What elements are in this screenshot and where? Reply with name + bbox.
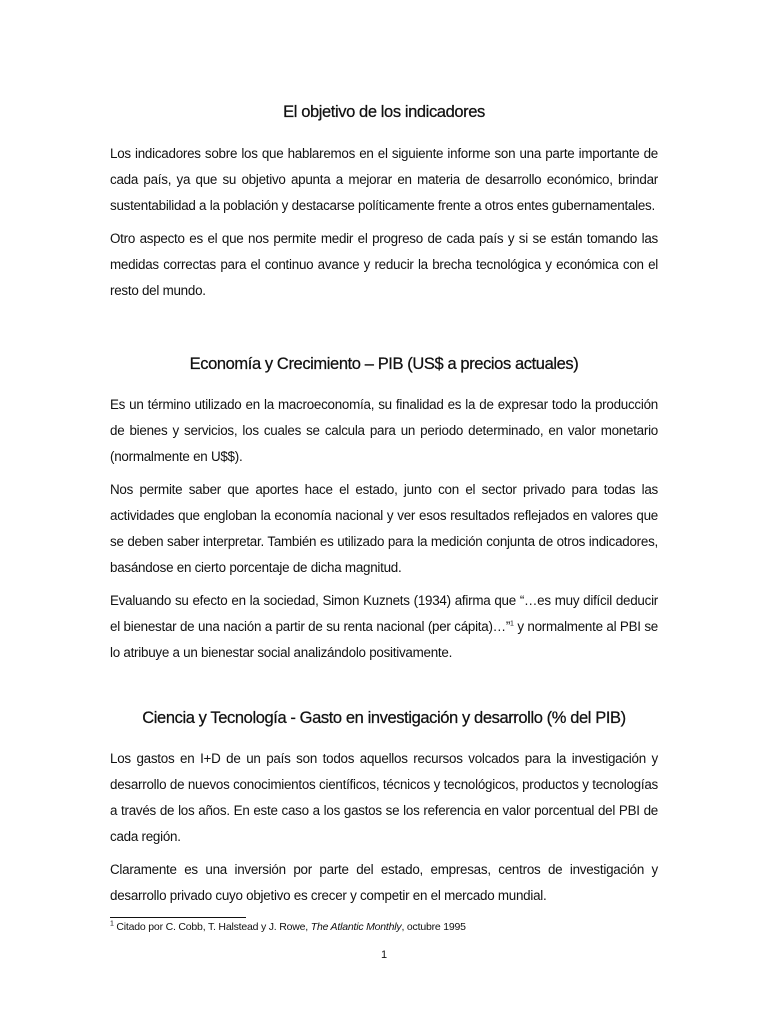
paragraph: Otro aspecto es el que nos permite medir el progreso de cada país y si se están tomando las medidas correctas para el continuo avance y reducir la brecha tecnológica y económica con el resto del mundo. — [110, 231, 658, 298]
section-heading-economia: Economía y Crecimiento – PIB (US$ a precios actuales) — [189, 355, 579, 373]
footnote-reference[interactable]: 1 — [510, 620, 514, 628]
section-body-economia — [110, 392, 658, 666]
section-body-ciencia — [110, 746, 658, 909]
section-heading-objetivo: El objetivo de los indicadores — [283, 103, 485, 121]
footnote-text: Citado por C. Cobb, T. Halstead y J. Rowe, — [113, 921, 311, 933]
paragraph: Claramente es una inversión por parte del estado, empresas, centros de investigación y desarrollo privado cuyo objetivo es crecer y competir en el mercado mundial. — [110, 862, 658, 903]
paragraph: Nos permite saber que aportes hace el estado, junto con el sector privado para todas las actividades que engloban la economía nacional y ver esos resultados reflejados en valores que se deben saber interpretar. También es utilizado para la medición conjunta de otros indicadores, basándose en cierto porcentaje de dicha magnitud. — [110, 482, 658, 575]
quote-continuation: y normalmente al PBI se lo atribuye a un bienestar social analizándolo positivamente. — [110, 619, 658, 660]
quote-text: Evaluando su efecto en la sociedad, Simon Kuznets (1934) afirma que “…es muy difícil deducir el bienestar de una nación a partir de su renta nacional (per cápita)…” — [110, 593, 658, 634]
paragraph: Es un término utilizado en la macroeconomía, su finalidad es la de expresar todo la producción de bienes y servicios, los cuales se calcula para un periodo determinado, en valor monetario (normalmente en U$$). — [110, 397, 658, 464]
footnote-source-title: The Atlantic Monthly — [310, 921, 402, 933]
quote-paragraph — [110, 588, 658, 666]
section-body-objetivo — [110, 141, 658, 304]
footnote-number: 1 — [110, 920, 114, 928]
page-number: 1 — [380, 949, 388, 961]
section-heading-ciencia: Ciencia y Tecnología - Gasto en investigación y desarrollo (% del PIB) — [142, 709, 626, 727]
paragraph: Los indicadores sobre los que hablaremos en el siguiente informe son una parte importante de cada país, ya que su objetivo apunta a mejorar en materia de desarrollo económico, brindar sustentabilidad a la población y destacarse políticamente frente a otros entes gubernamentales. — [110, 146, 658, 213]
paragraph: Los gastos en I+D de un país son todos aquellos recursos volcados para la investigación y desarrollo de nuevos conocimientos científicos, técnicos y tecnológicos, productos y tecnologías a través de los años. En este caso a los gastos se los referencia en valor porcentual del PBI de cada región. — [110, 751, 658, 844]
footnote — [110, 921, 466, 933]
footnote-separator — [110, 917, 246, 918]
footnote-date: , octubre 1995 — [401, 921, 466, 933]
